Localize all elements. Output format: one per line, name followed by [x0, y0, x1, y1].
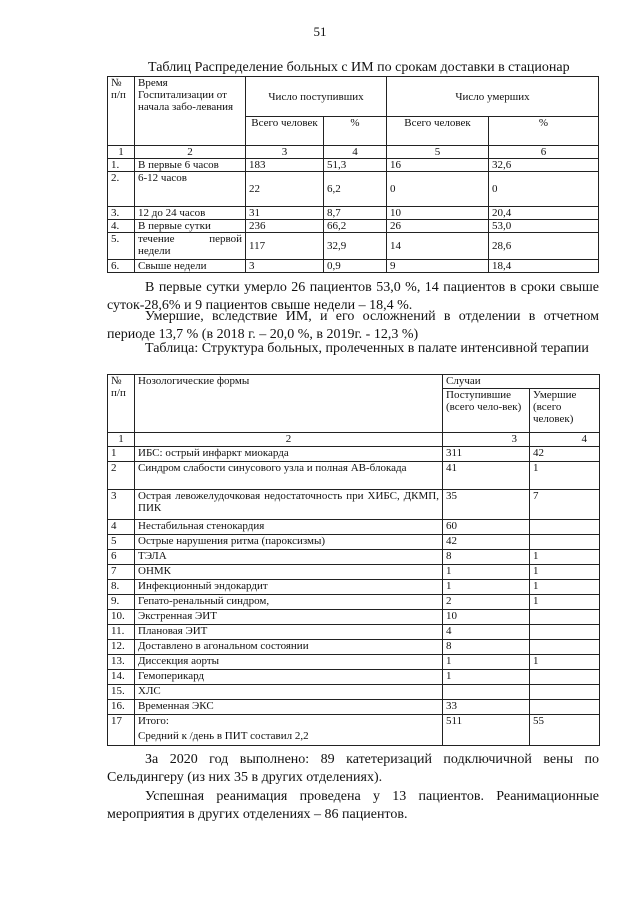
row-label: Инфекционный эндокардит [135, 580, 443, 595]
row-num: 17 [108, 715, 135, 746]
row-admitted: 2 [443, 595, 530, 610]
row-num: 4. [108, 220, 135, 233]
row-died: 42 [530, 447, 600, 462]
table-row [108, 640, 600, 655]
row-died-pct: 0 [489, 172, 599, 207]
total-row [108, 715, 600, 746]
row-label: В первые 6 часов [135, 159, 246, 172]
row-label: ИБС: острый инфаркт миокарда [135, 447, 443, 462]
row-admitted: 22 [246, 172, 324, 207]
row-label: Доставлено в агональном состоянии [135, 640, 443, 655]
row-admitted: 1 [443, 580, 530, 595]
table-row [108, 700, 600, 715]
row-num: 8. [108, 580, 135, 595]
header-admitted-pct: % [324, 117, 387, 146]
row-admitted: 33 [443, 700, 530, 715]
row-died: 1 [530, 580, 600, 595]
index-cell: 2 [135, 146, 246, 159]
row-died: 1 [530, 595, 600, 610]
table-row [108, 625, 600, 640]
header-admitted-total: Всего человек [246, 117, 324, 146]
total-label-cell [135, 715, 443, 746]
row-admitted: 117 [246, 233, 324, 260]
table-row [108, 220, 599, 233]
row-admitted: 42 [443, 535, 530, 550]
row-died: 9 [387, 260, 489, 273]
row-num: 6. [108, 260, 135, 273]
row-died-pct: 20,4 [489, 207, 599, 220]
row-label: Острая левожелудочковая недостаточность при ХИБС, ДКМП, ПИК [135, 490, 443, 520]
row-admitted: 1 [443, 565, 530, 580]
header-died-pct: % [489, 117, 599, 146]
row-label: Временная ЭКС [135, 700, 443, 715]
row-died-pct: 53,0 [489, 220, 599, 233]
row-num: 13. [108, 655, 135, 670]
row-died: 1 [530, 565, 600, 580]
row-label: Синдром слабости синусового узла и полная АВ-блокада [135, 462, 443, 490]
row-num: 2. [108, 172, 135, 207]
row-died: 14 [387, 233, 489, 260]
row-label: Гепато-ренальный синдром, [135, 595, 443, 610]
total-note: Средний к /день в ПИТ составил 2,2 [138, 730, 309, 742]
row-admitted: 1 [443, 670, 530, 685]
admission-time-table [107, 76, 599, 273]
table-row [108, 462, 600, 490]
row-num: 4 [108, 520, 135, 535]
row-admitted-pct: 66,2 [324, 220, 387, 233]
row-label: 12 до 24 часов [135, 207, 246, 220]
table-row [108, 670, 600, 685]
row-num: 6 [108, 550, 135, 565]
row-num: 14. [108, 670, 135, 685]
row-died: 26 [387, 220, 489, 233]
row-num: 15. [108, 685, 135, 700]
row-num: 11. [108, 625, 135, 640]
row-admitted: 311 [443, 447, 530, 462]
row-num: 3 [108, 490, 135, 520]
row-num: 1. [108, 159, 135, 172]
table-row [108, 520, 600, 535]
table-row [108, 447, 600, 462]
index-cell: 3 [246, 146, 324, 159]
table-row [108, 207, 599, 220]
table-row [108, 260, 599, 273]
page-number: 51 [313, 24, 327, 39]
index-cell: 5 [387, 146, 489, 159]
row-died: 16 [387, 159, 489, 172]
row-label: ТЭЛА [135, 550, 443, 565]
row-admitted [443, 685, 530, 700]
row-num: 16. [108, 700, 135, 715]
table-row [108, 685, 600, 700]
row-admitted-pct: 6,2 [324, 172, 387, 207]
row-num: 2 [108, 462, 135, 490]
row-admitted-pct: 0,9 [324, 260, 387, 273]
row-admitted: 3 [246, 260, 324, 273]
header-died: Число умерших [387, 77, 599, 117]
total-label: Итого: [138, 715, 169, 727]
table-row [108, 565, 600, 580]
table-row [108, 535, 600, 550]
index-cell: 4 [324, 146, 387, 159]
row-label: ОНМК [135, 565, 443, 580]
row-died: 1 [530, 462, 600, 490]
row-admitted: 31 [246, 207, 324, 220]
index-cell: 4 [530, 433, 600, 447]
row-died [530, 685, 600, 700]
table-row [108, 610, 600, 625]
row-admitted: 511 [443, 715, 530, 746]
row-died: 55 [530, 715, 600, 746]
row-died: 0 [387, 172, 489, 207]
table-row [108, 655, 600, 670]
row-admitted-pct: 51,3 [324, 159, 387, 172]
paragraph-mortality-rate: Умершие, вследствие ИМ, и его осложнений в отделении в отчетном периоде 13,7 % (в 2018 г. – 20,0 %, в 2019г. - 12,3 %) [107, 309, 599, 342]
row-died-pct: 18,4 [489, 260, 599, 273]
row-admitted-pct: 8,7 [324, 207, 387, 220]
table-row [108, 490, 600, 520]
row-admitted: 1 [443, 655, 530, 670]
table1-title: Таблиц Распределение больных с ИМ по срокам доставки в стационар [148, 60, 570, 75]
row-died [530, 535, 600, 550]
row-admitted: 10 [443, 610, 530, 625]
row-died [530, 610, 600, 625]
row-label: Диссекция аорты [135, 655, 443, 670]
row-died [530, 670, 600, 685]
row-admitted: 236 [246, 220, 324, 233]
row-died: 7 [530, 490, 600, 520]
row-label: В первые сутки [135, 220, 246, 233]
table-row [108, 580, 600, 595]
row-num: 10. [108, 610, 135, 625]
row-label: Свыше недели [135, 260, 246, 273]
row-admitted: 41 [443, 462, 530, 490]
paragraph-catheterizations: За 2020 год выполнено: 89 катетеризаций подключичной вены по Сельдингеру (из них 35 в других отделениях). [107, 752, 599, 785]
table2-title: Таблица: Структура больных, пролеченных в палате интенсивной терапии [145, 341, 589, 356]
row-died-pct: 28,6 [489, 233, 599, 260]
header-died: Умершие (всего человек) [530, 389, 600, 433]
header-died-total: Всего человек [387, 117, 489, 146]
index-cell: 1 [108, 146, 135, 159]
row-label: Нестабильная стенокардия [135, 520, 443, 535]
row-admitted: 60 [443, 520, 530, 535]
row-num: 9. [108, 595, 135, 610]
row-label: Гемоперикард [135, 670, 443, 685]
index-cell: 2 [135, 433, 443, 447]
row-label: ХЛС [135, 685, 443, 700]
row-admitted: 4 [443, 625, 530, 640]
table-row [108, 595, 600, 610]
row-died [530, 625, 600, 640]
row-died: 1 [530, 655, 600, 670]
row-died: 10 [387, 207, 489, 220]
row-label: Экстренная ЭИТ [135, 610, 443, 625]
paragraph-resuscitation: Успешная реанимация проведена у 13 пациентов. Реанимационные мероприятия в других отделениях – 86 пациентов. [107, 789, 599, 822]
row-died [530, 640, 600, 655]
row-died [530, 700, 600, 715]
row-admitted: 8 [443, 640, 530, 655]
header-admitted: Поступившие (всего чело-век) [443, 389, 530, 433]
table-row [108, 172, 599, 207]
header-num: № п/п [108, 375, 135, 433]
index-cell: 3 [443, 433, 530, 447]
row-num: 1 [108, 447, 135, 462]
header-forms: Нозологические формы [135, 375, 443, 433]
table-row [108, 233, 599, 260]
index-cell: 1 [108, 433, 135, 447]
row-num: 5 [108, 535, 135, 550]
header-cases: Случаи [443, 375, 600, 389]
row-num: 7 [108, 565, 135, 580]
row-died-pct: 32,6 [489, 159, 599, 172]
row-label: Плановая ЭИТ [135, 625, 443, 640]
header-num: № п/п [108, 77, 135, 146]
row-died [530, 520, 600, 535]
index-cell: 6 [489, 146, 599, 159]
row-admitted: 35 [443, 490, 530, 520]
table-row [108, 550, 600, 565]
paragraph-deaths-summary: В первые сутки умерло 26 пациентов 53,0 %, 14 пациентов в сроки свыше суток-28,6% и 9 пациентов свыше недели – 18,4 %. [107, 280, 599, 313]
row-label: Острые нарушения ритма (пароксизмы) [135, 535, 443, 550]
row-admitted-pct: 32,9 [324, 233, 387, 260]
row-num: 12. [108, 640, 135, 655]
row-died: 1 [530, 550, 600, 565]
row-admitted: 8 [443, 550, 530, 565]
header-time: Время Госпитализации от начала забо-левания [135, 77, 246, 146]
icu-structure-table [107, 374, 600, 746]
table-row [108, 159, 599, 172]
row-admitted: 183 [246, 159, 324, 172]
header-admitted: Число поступивших [246, 77, 387, 117]
row-label: 6-12 часов [135, 172, 246, 207]
row-label: течение первой недели [135, 233, 246, 260]
row-num: 5. [108, 233, 135, 260]
row-num: 3. [108, 207, 135, 220]
